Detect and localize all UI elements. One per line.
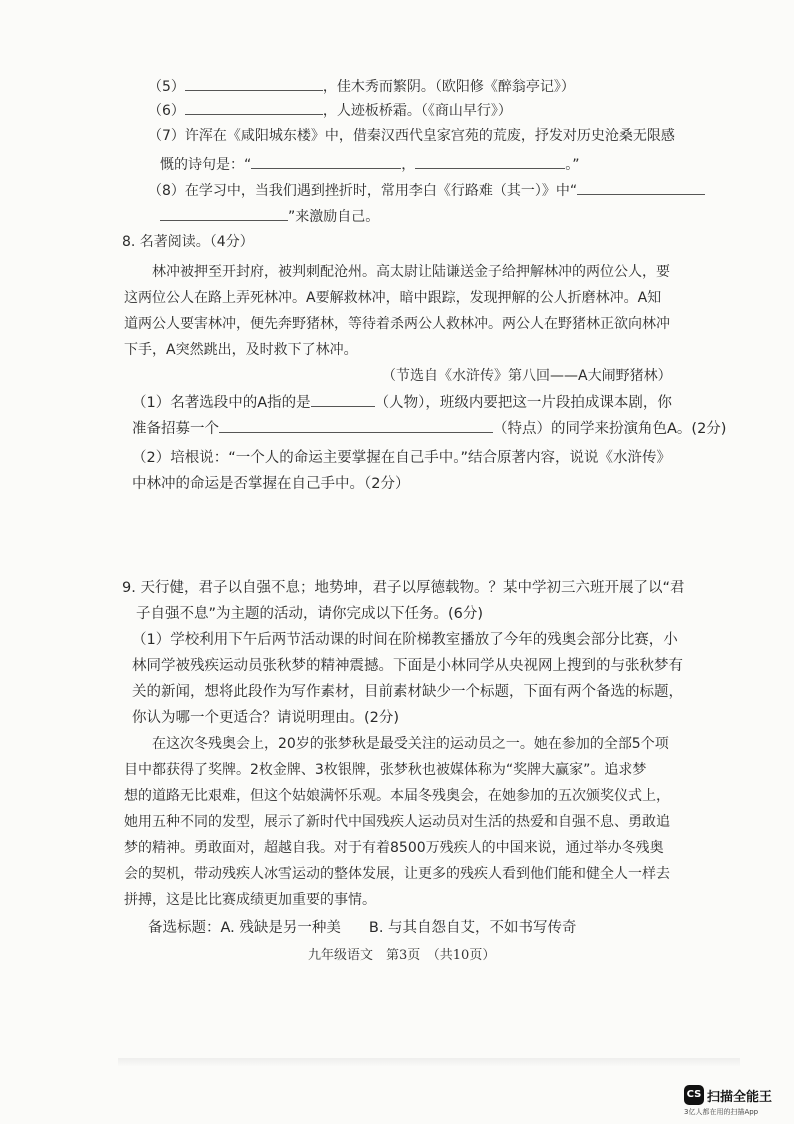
q8-heading: 8. 名著阅读。（4分）	[122, 234, 254, 250]
q9-sub1-line4: 你认为哪一个更适合？请说明理由。(2分)	[132, 710, 400, 726]
options-label: 备选标题：	[148, 920, 221, 936]
q9-news-line-2: 目中都获得了奖牌。2枚金牌、3枚银牌，张梦秋也被媒体称为“奖牌大赢家”。追求梦	[124, 762, 647, 778]
q9-news-line-4: 她用五种不同的发型，展示了新时代中国残疾人运动员对生活的热爱和自强不息、勇敢追	[124, 814, 670, 830]
q9-options	[148, 918, 577, 938]
q7-item-7-line2: 慨的诗句是：“ ， 。”	[160, 154, 580, 175]
option-b: B. 与其自怨自艾，不如书写传奇	[368, 920, 577, 936]
q8-sub1-line2: 准备招募一个 （特点）的同学来扮演角色A。(2分)	[132, 418, 726, 439]
q8-passage-line-1: 林冲被押至开封府，被判刺配沧州。高太尉让陆谦送金子给押解林冲的两位公人，要	[152, 264, 670, 280]
q9-sub1-line1: （1）学校利用下午后两节活动课的时间在阶梯教室播放了今年的残奥会部分比赛，小	[132, 632, 678, 648]
q7-item-5: （5） ，佳木秀而繁阴。（欧阳修《醉翁亭记》）	[148, 76, 575, 97]
camscanner-logo-icon: CS	[684, 1085, 704, 1105]
q7-item-7-line1: （7）许浑在《咸阳城东楼》中，借秦汉西代皇家宫苑的荒废，抒发对历史沧桑无限感	[148, 128, 675, 144]
q9-heading-line2: 子自强不息”为主题的活动，请你完成以下任务。(6分)	[136, 606, 484, 622]
q9-news-line-1: 在这次冬残奥会上，20岁的张梦秋是最受关注的运动员之一。她在参加的全部5个项	[152, 736, 669, 752]
q9-news-line-6: 会的契机，带动残疾人冰雪运动的整体发展，让更多的残疾人看到他们能和健全人一样去	[124, 866, 670, 882]
answer-blank	[185, 76, 323, 91]
q7-item-6: （6） ，人迹板桥霜。（《商山早行》）	[148, 100, 512, 121]
answer-blank	[415, 154, 565, 169]
q8-sub1-line1: （1）名著选段中的A指的是 （人物），班级内要把这一片段拍成课本剧，你	[132, 392, 672, 413]
answer-blank	[160, 206, 288, 221]
page-footer: 九年级语文 第3页 （共10页）	[308, 948, 496, 963]
option-a: A. 残缺是另一种美	[220, 920, 341, 936]
q7-item-8-line2: ”来激励自己。	[160, 206, 379, 227]
q9-sub1-line3: 关的新闻，想将此段作为写作素材，目前素材缺少一个标题，下面有两个备选的标题，	[132, 684, 683, 700]
q8-sub2-line1: （2）培根说：“一个人的命运主要掌握在自己手中。”结合原著内容，说说《水浒传》	[132, 450, 671, 466]
q8-sub2-line2: 中林冲的命运是否掌握在自己手中。（2分）	[132, 476, 410, 492]
answer-blank	[185, 100, 323, 115]
q8-passage-line-3: 道两公人要害林冲，便先奔野猪林，等待着杀两公人救林冲。两公人在野猪林正欲向林冲	[124, 316, 670, 332]
answer-blank	[311, 392, 375, 407]
q9-heading-line1: 9. 天行健，君子以自强不息；地势坤，君子以厚德载物。？某中学初三六班开展了以“君	[122, 580, 685, 596]
q8-passage-line-4: 下手，A突然跳出，及时救下了林冲。	[124, 342, 358, 358]
q8-source: （节选自《水浒传》第八回——A大闹野猪林）	[382, 368, 672, 384]
answer-blank	[219, 418, 493, 433]
scanner-tagline: 3亿人都在用的扫描App	[684, 1108, 759, 1116]
answer-blank	[251, 154, 401, 169]
scan-shadow	[118, 1058, 740, 1066]
answer-blank	[577, 180, 705, 195]
q9-news-line-3: 想的道路无比艰难，但这个姑娘满怀乐观。本届冬残奥会，在她参加的五次颁奖仪式上，	[124, 788, 670, 804]
q9-sub1-line2: 林同学被残疾运动员张秋梦的精神震撼。下面是小林同学从央视网上搜到的与张秋梦有	[132, 658, 683, 674]
q9-news-line-5: 梦的精神。勇敢面对，超越自我。对于有着8500万残疾人的中国来说，通过举办冬残奥	[124, 840, 664, 856]
q7-item-8-line1: （8）在学习中，当我们遇到挫折时，常用李白《行路难（其一）》中“	[148, 180, 705, 201]
q8-passage-line-2: 这两位公人在路上弄死林冲。A要解救林冲，暗中跟踪，发现押解的公人折磨林冲。A知	[124, 290, 662, 306]
scanner-watermark	[684, 1085, 780, 1115]
q9-news-line-7: 拼搏，这是比比赛成绩更加重要的事情。	[124, 892, 376, 908]
scanner-name: 扫描全能王	[707, 1090, 773, 1105]
